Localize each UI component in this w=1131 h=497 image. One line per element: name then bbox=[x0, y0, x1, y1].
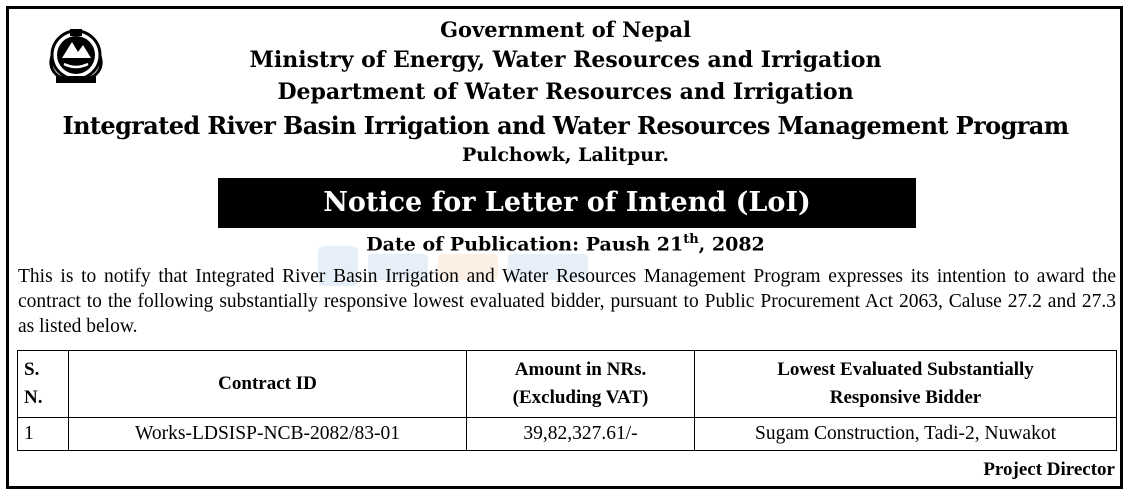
header-bidder-line2: Responsive Bidder bbox=[829, 387, 982, 408]
header-amount-line1: Amount in NRs. bbox=[514, 359, 647, 380]
publication-date bbox=[0, 232, 1131, 255]
row-bidder: Sugam Construction, Tadi-2, Nuwakot bbox=[695, 418, 1117, 451]
publication-date-year: , 2082 bbox=[698, 233, 765, 256]
header-sn-line1: S. bbox=[24, 359, 40, 380]
header-amount-line2: (Excluding VAT) bbox=[512, 387, 649, 408]
header-contract-id: Contract ID bbox=[69, 351, 467, 418]
row-contract-id: Works-LDSISP-NCB-2082/83-01 bbox=[69, 418, 467, 451]
header-bidder-line1: Lowest Evaluated Substantially bbox=[777, 359, 1034, 380]
row-amount: 39,82,327.61/- bbox=[467, 418, 695, 451]
header-department: Department of Water Resources and Irrigation bbox=[277, 79, 854, 105]
row-sn: 1 bbox=[18, 418, 69, 451]
publication-date-suffix: th bbox=[683, 232, 699, 247]
header-location: Pulchowk, Lalitpur. bbox=[462, 144, 669, 166]
table-row bbox=[18, 418, 1117, 451]
notice-title-banner: Notice for Letter of Intend (LoI) bbox=[218, 178, 916, 228]
header-sn bbox=[18, 351, 69, 418]
table-header-row bbox=[18, 351, 1117, 418]
publication-date-label: Date of Publication: Paush 21 bbox=[366, 233, 684, 256]
header-bidder bbox=[695, 351, 1117, 418]
header-sn-line2: N. bbox=[24, 387, 43, 408]
signoff-project-director: Project Director bbox=[983, 459, 1115, 480]
header-amount bbox=[467, 351, 695, 418]
header-government: Government of Nepal bbox=[440, 17, 691, 42]
header-program: Integrated River Basin Irrigation and Water Resources Management Program bbox=[62, 111, 1069, 140]
header-ministry: Ministry of Energy, Water Resources and Irrigation bbox=[249, 47, 882, 73]
notice-body: This is to notify that Integrated River Basin Irrigation and Water Resources Management Program expresses its intention to award the contract to the following substantially responsive lowest evaluated bidder, pursuant to Public Procurement Act 2063, Caluse 27.2 and 27.3 as listed below. bbox=[18, 266, 1116, 337]
contracts-table bbox=[17, 350, 1117, 451]
